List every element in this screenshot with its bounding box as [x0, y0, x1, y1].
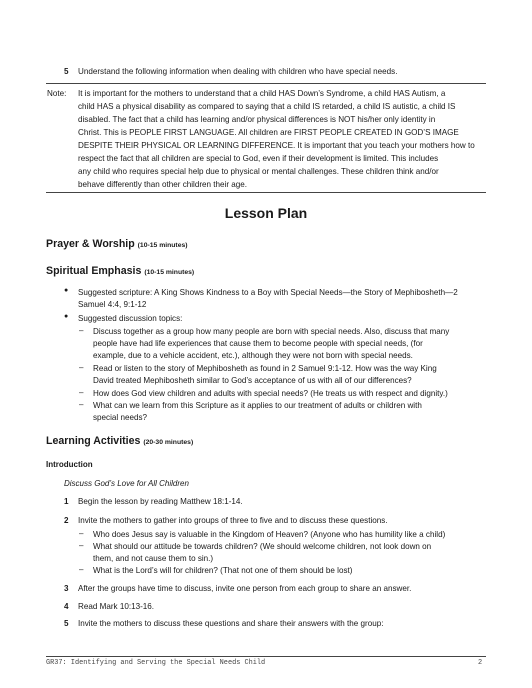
note-line: It is important for the mothers to understand that a child HAS Down’s Syndrome, a child HAS Autism, a: [78, 89, 446, 98]
dash-icon: –: [79, 565, 84, 574]
dash-text: them, and not cause them to sin.): [93, 554, 214, 563]
section-duration: (10-15 minutes): [137, 242, 188, 249]
dash-icon: –: [79, 400, 84, 409]
step-number: 3: [64, 584, 69, 593]
step-text: Invite the mothers to gather into groups of three to five and to discuss these questions.: [78, 516, 388, 525]
note-line: behave differently than other children their age.: [78, 180, 248, 189]
bullet-text: Suggested scripture: A King Shows Kindness to a Boy with Special Needs—the Story of Mephibosheth—2: [78, 288, 458, 297]
dash-text: people have had life experiences that cause them to become people with special needs, (for: [93, 339, 423, 348]
step-text: After the groups have time to discuss, invite one person from each group to share an answer.: [78, 584, 412, 593]
section-heading-spiritual: [46, 265, 194, 277]
dash-text: Who does Jesus say is valuable in the Kingdom of Heaven? (Anyone who has humility like a child): [93, 530, 446, 539]
note-line: DESPITE THEIR PHYSICAL OR LEARNING DIFFERENCE. It is important that you teach your mothers how to: [78, 141, 475, 150]
note-line: Christ. This is PEOPLE FIRST LANGUAGE. All children are FIRST PEOPLE CREATED IN GOD’S IMAGE: [78, 128, 459, 137]
top-item-text: Understand the following information when dealing with children who have special needs.: [78, 67, 398, 76]
dash-text: Discuss together as a group how many people are born with special needs. Also, discuss that many: [93, 327, 450, 336]
dash-text: What is the Lord’s will for children? (That not one of them should be lost): [93, 566, 353, 575]
dash-icon: –: [79, 388, 84, 397]
section-title: Prayer & Worship: [46, 238, 135, 250]
dash-text: What should our attitude be towards children? (We should welcome children, not look down on: [93, 542, 432, 551]
footer-page-number: 2: [478, 659, 483, 667]
dash-text: What can we learn from this Scripture as it applies to our treatment of adults or children with: [93, 401, 422, 410]
dash-icon: –: [79, 529, 84, 538]
note-line: respect the fact that all children are special to God, even if their development is limited. This includes: [78, 154, 439, 163]
note-label: Note:: [47, 89, 67, 98]
dash-text: special needs?: [93, 413, 147, 422]
note-line: disabled. The fact that a child has learning and/or physical differences is NOT his/her only identity in: [78, 115, 436, 124]
dash-text: Read or listen to the story of Mephibosheth as found in 2 Samuel 9:1-12. How was the way King: [93, 364, 437, 373]
section-title: Spiritual Emphasis: [46, 265, 142, 277]
section-title: Learning Activities: [46, 435, 141, 447]
dash-icon: –: [79, 326, 84, 335]
subheading-introduction: Introduction: [46, 460, 93, 469]
bullet-text: Samuel 4:4, 9:1-12: [78, 300, 147, 309]
section-heading-prayer: [46, 238, 188, 250]
bullet-icon: ●: [64, 287, 69, 294]
dash-text: David treated Mephibosheth similar to God’s acceptance of us with all of our differences?: [93, 376, 412, 385]
step-text: Begin the lesson by reading Matthew 18:1-14.: [78, 497, 243, 506]
dash-icon: –: [79, 541, 84, 550]
subheading-italic: Discuss God’s Love for All Children: [64, 479, 189, 488]
bullet-text: Suggested discussion topics:: [78, 314, 183, 323]
page-title: Lesson Plan: [224, 205, 308, 221]
note-bottom-rule: [46, 192, 486, 193]
step-text: Invite the mothers to discuss these questions and share their answers with the group:: [78, 619, 384, 628]
note-line: child HAS a physical disability as compared to saying that a child IS retarded, a child IS autistic, a child IS: [78, 102, 456, 111]
footer-rule: [46, 656, 486, 657]
top-item-number: 5: [64, 67, 69, 76]
step-number: 5: [64, 619, 69, 628]
note-top-rule: [46, 83, 486, 84]
step-number: 2: [64, 516, 69, 525]
step-text: Read Mark 10:13-16.: [78, 602, 155, 611]
footer-left: GR37: Identifying and Serving the Special Needs Child: [46, 659, 266, 667]
dash-text: example, due to a vehicle accident, etc.), although they were not born with special needs.: [93, 351, 413, 360]
bullet-icon: ●: [64, 313, 69, 320]
dash-icon: –: [79, 363, 84, 372]
section-duration: (10-15 minutes): [144, 269, 195, 276]
note-line: any child who requires special help due to physical or mental challenges. These children think and/or: [78, 167, 439, 176]
step-number: 1: [64, 497, 69, 506]
section-duration: (20-30 minutes): [143, 439, 194, 446]
step-number: 4: [64, 602, 69, 611]
dash-text: How does God view children and adults with special needs? (He treats us with respect and dignity.): [93, 389, 448, 398]
section-heading-learning: [46, 435, 193, 447]
